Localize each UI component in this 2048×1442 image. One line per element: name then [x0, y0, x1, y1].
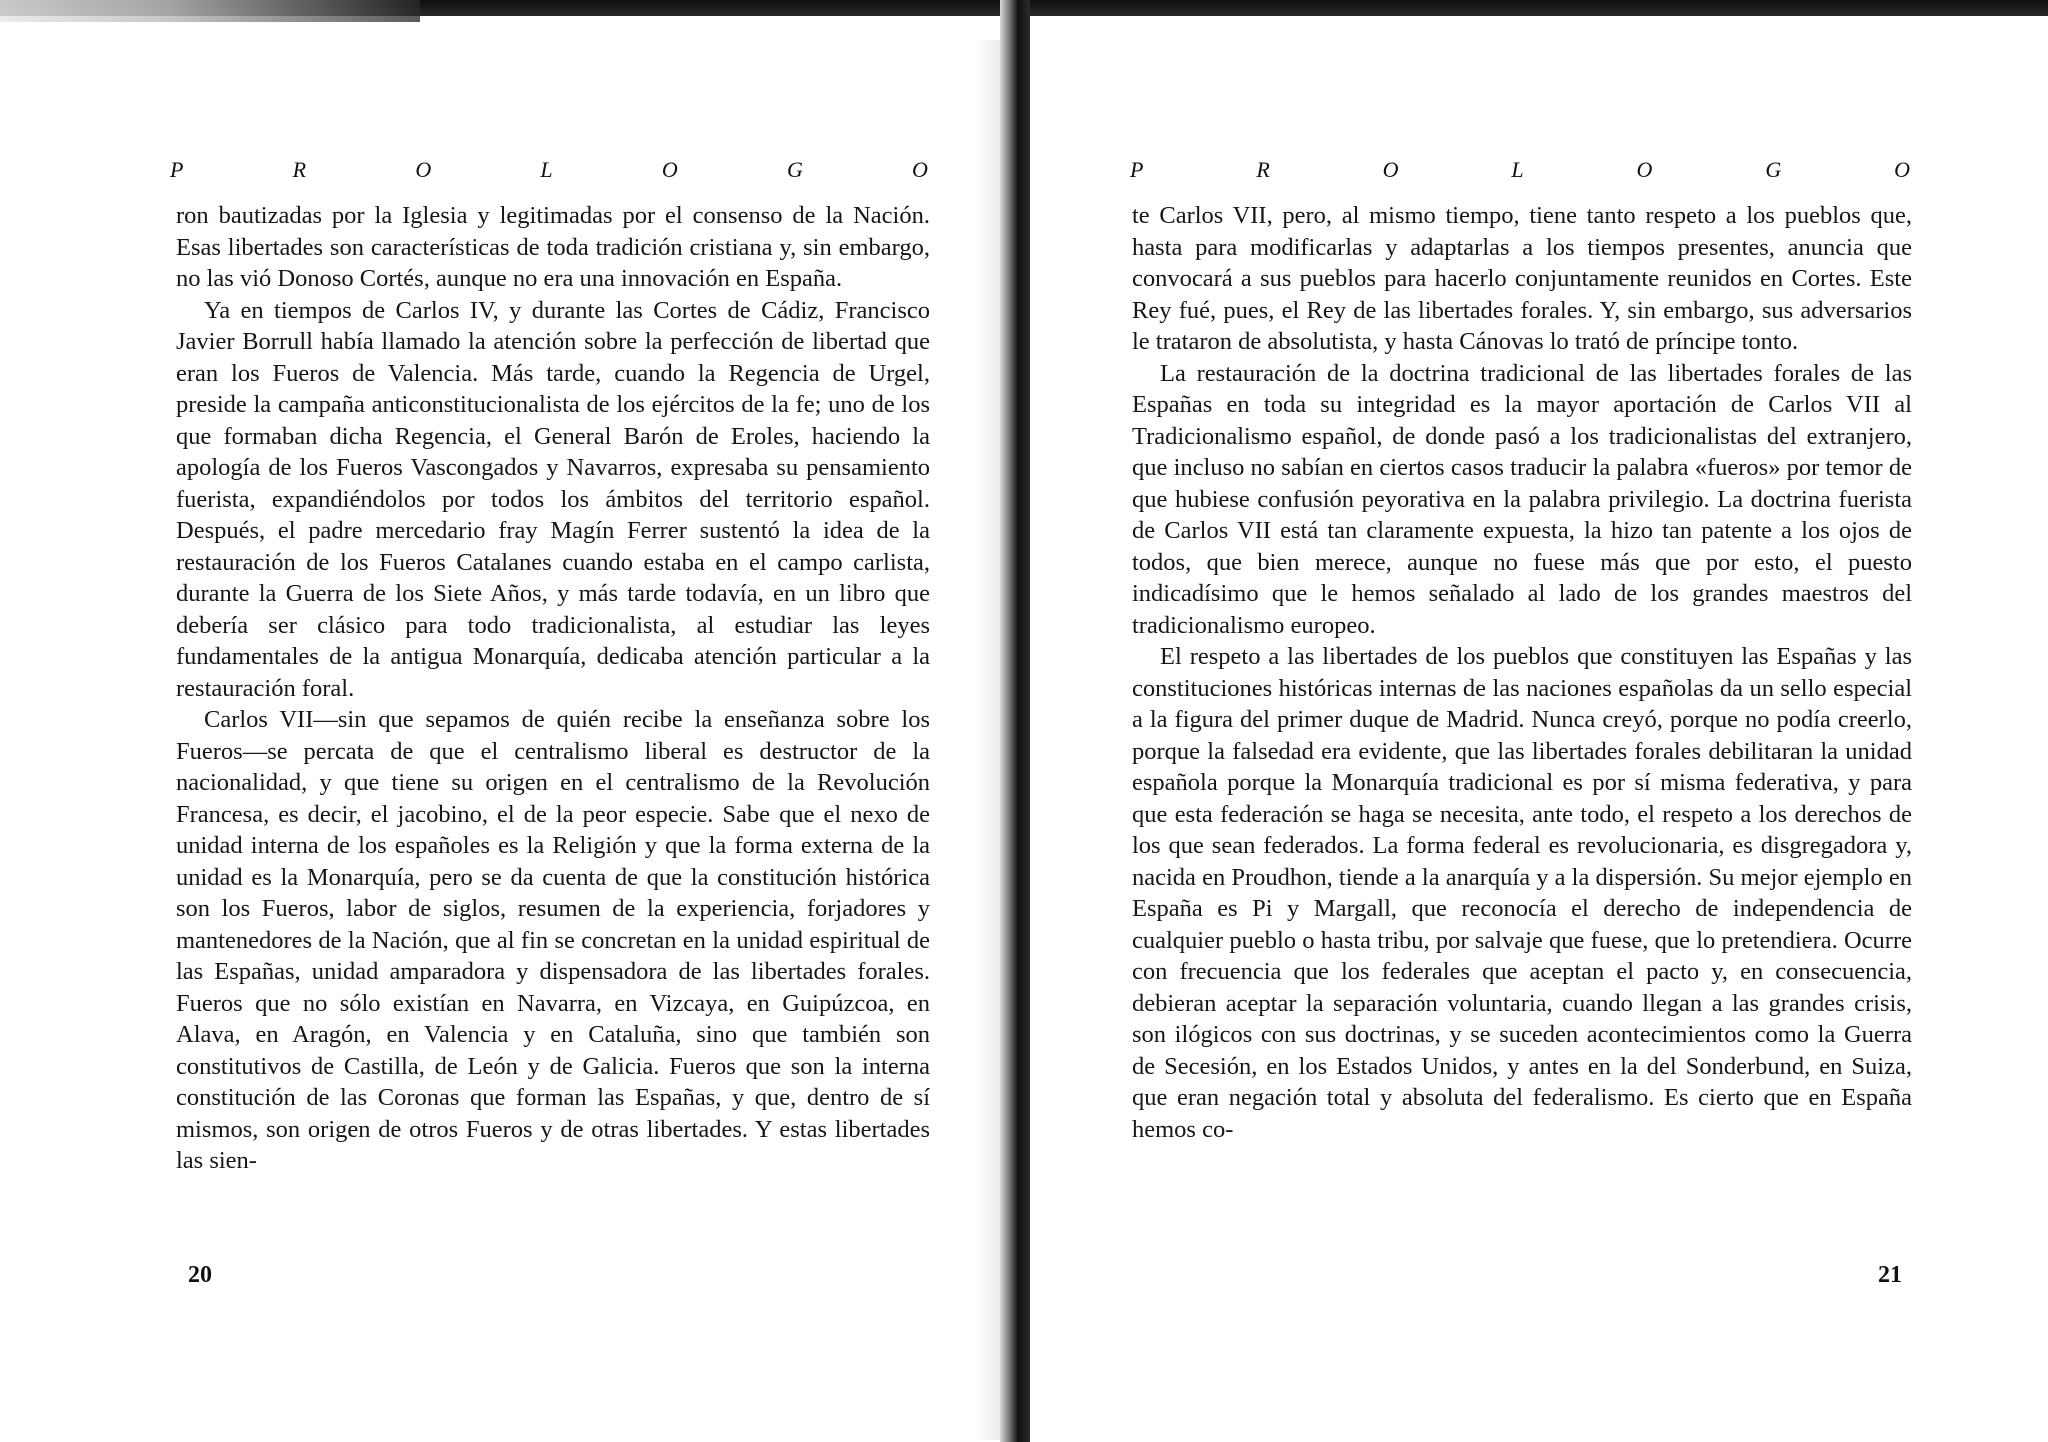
paragraph: Carlos VII—sin que sepamos de quién recibe la enseñanza sobre los Fueros—se percata de que el centralismo liberal es destructor de la nacionalidad, y que tiene su origen en el centralismo de la Revolución Francesa, es decir, el jacobino, el de la peor especie. Sabe que el nexo de unidad interna de los españoles es la Religión y que la forma externa de la unidad es la Monarquía, pero se da cuenta de que la constitución histórica son los Fueros, labor de siglos, resumen de la experiencia, forjadores y mantenedores de la Nación, que al fin se concretan en la unidad espiritual de las Españas, unidad amparadora y dispensadora de las libertades forales. Fueros que no sólo existían en Navarra, en Vizcaya, en Guipúzcoa, en Alava, en Aragón, en Valencia y en Cataluña, sino que también son constitutivos de Castilla, de León y de Galicia. Fueros que son la interna constitución de las Coronas que forman las Españas, y que, dentro de sí mismos, son origen de otros Fueros y de otras libertades. Y estas libertades las sien-	[176, 706, 930, 1174]
running-head-letter: O	[1636, 157, 1655, 182]
left-page	[0, 0, 1000, 1442]
body-text	[1132, 200, 1912, 1145]
paragraph: ron bautizadas por la Iglesia y legitimadas por el consenso de la Nación. Esas libertades son características de toda tradición cristiana y, sin embargo, no las vió Donoso Cortés, aunque no era una innovación en España.	[176, 202, 930, 292]
paragraph: te Carlos VII, pero, al mismo tiempo, tiene tanto respeto a los pueblos que, hasta para modificarlas y adaptarlas a los tiempos presentes, anuncia que convocará a sus pueblos para hacerlo conjuntamente reunidos en Cortes. Este Rey fué, pues, el Rey de las libertades forales. Y, sin embargo, sus adversarios le trataron de absolutista, y hasta Cánovas lo trató de príncipe tonto.	[1132, 202, 1912, 355]
paragraph: La restauración de la doctrina tradicional de las libertades forales de las Españas en toda su integridad es la mayor aportación de Carlos VII al Tradicionalismo español, de donde pasó a los tradicionalistas del extranjero, que incluso no sabían en ciertos casos traducir la palabra «fueros» por temor de que hubiese confusión peyorativa en la palabra privilegio. La doctrina fuerista de Carlos VII está tan claramente expuesta, la hizo tan patente a los ojos de todos, que bien merece, aunque no fuese más que por esto, el puesto indicadísimo que le hemos señalado al lado de los grandes maestros del tradicionalismo europeo.	[1132, 359, 1912, 639]
running-head-letter: O	[1382, 157, 1401, 182]
running-head	[170, 152, 930, 188]
running-head-letter: O	[912, 157, 930, 182]
running-head-letter: R	[292, 157, 309, 182]
running-head	[1130, 152, 1912, 188]
page-number: 20	[188, 1262, 212, 1288]
paragraph: El respeto a las libertades de los pueblos que constituyen las Españas y las constituciones históricas internas de las naciones españolas da un sello especial a la figura del primer duque de Madrid. Nunca creyó, porque no podía creerlo, porque la falsedad era evidente, que las libertades forales debilitaran la unidad española porque la Monarquía tradicional es por sí misma federativa, y para que esta federación se haga se necesita, ante todo, el respeto a los derechos de los que sean federados. La forma federal es revolucionaria, es disgregadora y, nacida en Proudhon, tiende a la anarquía y a la dispersión. Su mejor ejemplo en España es Pi y Margall, que reconocía el derecho de independencia de cualquier pueblo o hasta tribu, por salvaje que fuese, que lo pretendiera. Ocurre con frecuencia que los federales que aceptan el pacto y, en consecuencia, debieran aceptar la separación voluntaria, cuando llegan a las grandes crisis, son ilógicos con sus doctrinas, y se suceden acontecimientos como la Guerra de Secesión, en los Estados Unidos, y antes en la del Sonderbund, en Suiza, que eran negación total y absoluta del federalismo. Es cierto que en España hemos co-	[1132, 643, 1912, 1143]
running-head-letter: O	[661, 157, 680, 182]
paragraph: Ya en tiempos de Carlos IV, y durante las Cortes de Cádiz, Francisco Javier Borrull había llamado la atención sobre la perfección de libertad que eran los Fueros de Valencia. Más tarde, cuando la Regencia de Urgel, preside la campaña anticonstitucionalista de los ejércitos de la fe; uno de los que formaban dicha Regencia, el General Barón de Eroles, haciendo la apología de los Fueros Vascongados y Navarros, expresaba su pensamiento fuerista, expandiéndolos por todos los ámbitos del territorio español. Después, el padre mercedario fray Magín Ferrer sustentó la idea de la restauración de los Fueros Catalanes cuando estaba en el campo carlista, durante la Guerra de los Siete Años, y más tarde todavía, en un libro que debería ser clásico para todo tradicionalista, al estudiar las leyes fundamentales de la antigua Monarquía, dedicaba atención particular a la restauración foral.	[176, 296, 930, 702]
running-head-letter: O	[415, 157, 434, 182]
book-spine	[1000, 0, 1030, 1442]
running-head-letter: R	[1256, 157, 1272, 182]
right-page	[1030, 0, 2048, 1442]
running-head-letter: L	[540, 157, 555, 182]
body-text	[176, 200, 930, 1177]
running-head-letter: L	[1511, 157, 1526, 182]
running-head-letter: P	[170, 157, 186, 182]
running-head-letter: P	[1130, 157, 1146, 182]
page-number: 21	[1878, 1262, 1902, 1288]
running-head-letter: G	[786, 157, 805, 182]
running-head-letter: O	[1894, 157, 1912, 182]
running-head-letter: G	[1765, 157, 1784, 182]
